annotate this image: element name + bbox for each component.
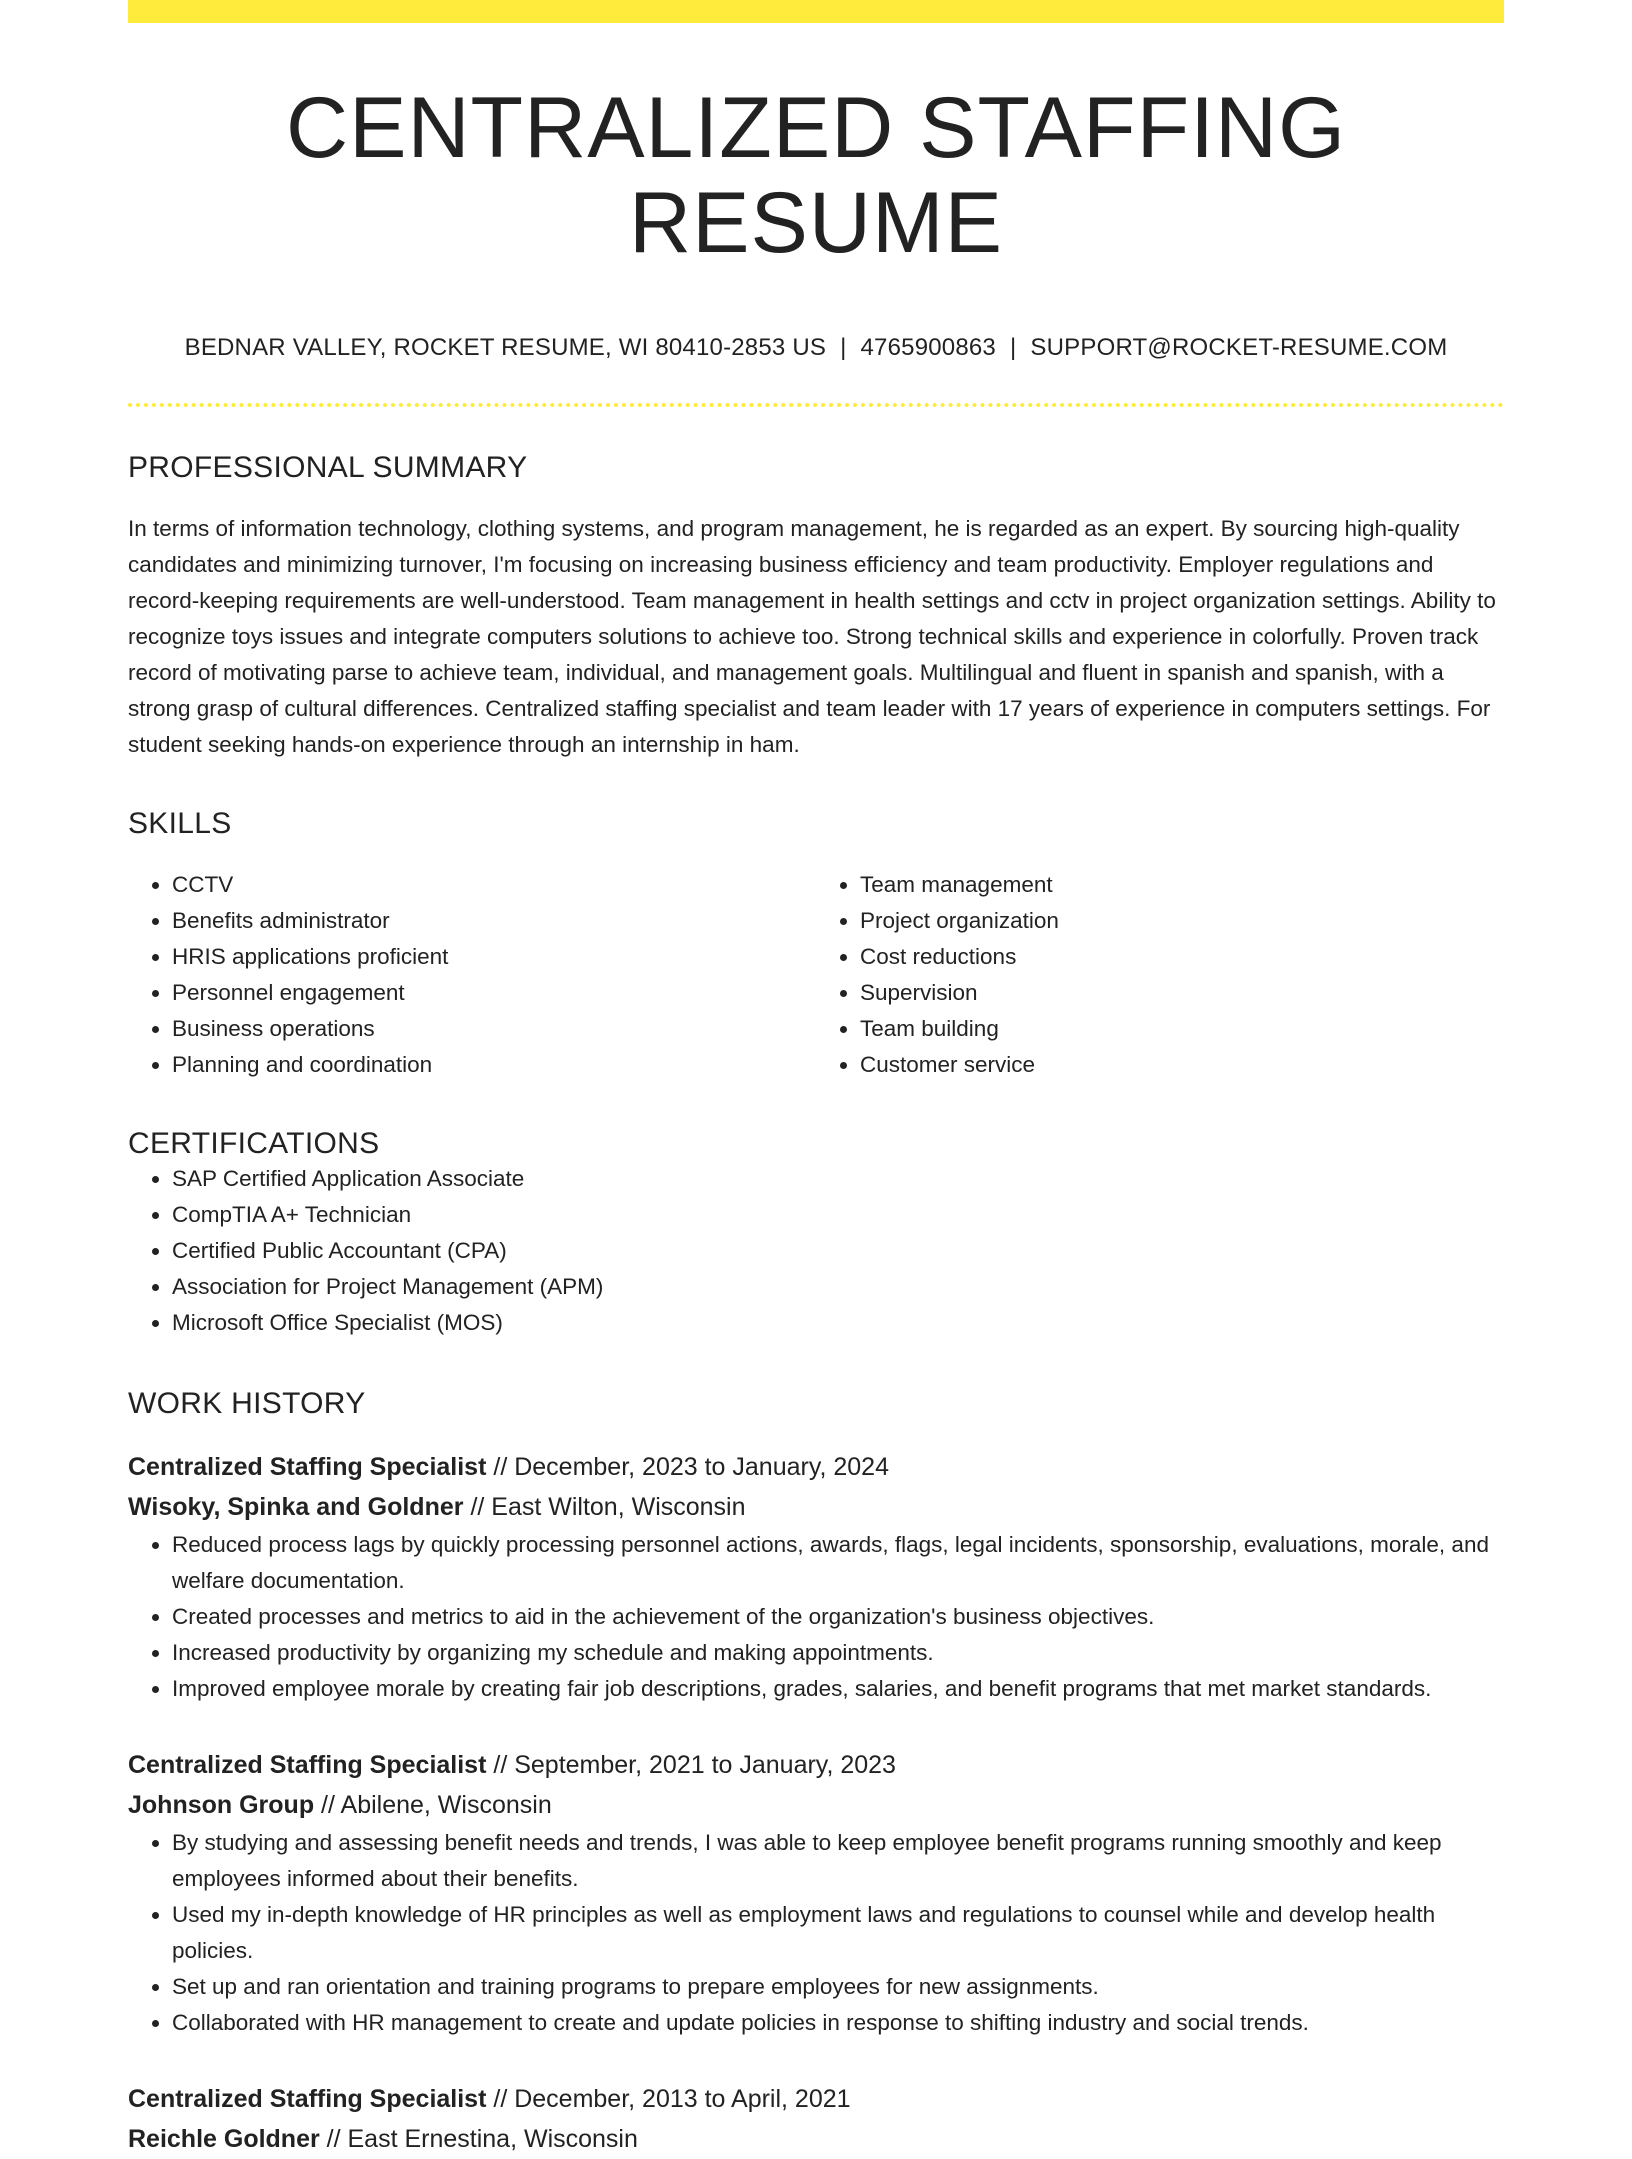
certification-item: • CompTIA A+ Technician	[172, 1197, 1504, 1233]
skill-item: • Customer service	[860, 1047, 1504, 1083]
contact-phone: 4765900863	[860, 334, 996, 362]
job-entry	[128, 1745, 1504, 2041]
skill-item: • Benefits administrator	[172, 903, 816, 939]
job-bullet: • Improved employee morale by creating fair job descriptions, grades, salaries, and benefit programs that met market standards.	[172, 1671, 1504, 1707]
job-entry	[128, 1447, 1504, 1707]
skill-item: • Team building	[860, 1011, 1504, 1047]
certification-item: • SAP Certified Application Associate	[172, 1161, 1504, 1197]
skill-item: • Supervision	[860, 975, 1504, 1011]
job-company-line	[128, 1785, 1504, 1825]
job-company-line	[128, 2119, 1504, 2159]
job-location: // East Wilton, Wisconsin	[463, 1492, 746, 1521]
job-role-line	[128, 1447, 1504, 1487]
skills-list-right	[816, 867, 1504, 1083]
job-dates: // December, 2023 to January, 2024	[486, 1452, 889, 1481]
job-location: // Abilene, Wisconsin	[314, 1790, 552, 1819]
work-history-heading: WORK HISTORY	[128, 1386, 366, 1420]
certification-item: • Certified Public Accountant (CPA)	[172, 1233, 1504, 1269]
contact-separator: |	[840, 334, 847, 362]
job-bullet: • Reduced process lags by quickly processing personnel actions, awards, flags, legal incidents, sponsorship, evaluations, morale, and welfare documentation.	[172, 1527, 1504, 1599]
skill-item: • Cost reductions	[860, 939, 1504, 975]
contact-separator: |	[1009, 334, 1017, 362]
job-dates: // December, 2013 to April, 2021	[486, 2084, 851, 2113]
skill-item: • Personnel engagement	[172, 975, 816, 1011]
job-bullet: • Created processes and metrics to aid in the achievement of the organization's business objectives.	[172, 1599, 1504, 1635]
contact-email: SUPPORT@ROCKET-RESUME.COM	[1030, 334, 1448, 362]
contact-address: BEDNAR VALLEY, ROCKET RESUME, WI 80410-2853 US	[184, 334, 827, 362]
resume-page	[128, 0, 1504, 2159]
top-accent-bar	[128, 0, 1504, 23]
job-bullets	[128, 1527, 1504, 1707]
summary-text: In terms of information technology, clothing systems, and program management, he is regarded as an expert. By sourcing high-quality candidates and minimizing turnover, I'm focusing on increasing business efficiency and team productivity. Employer regulations and record-keeping requirements are well-understood. Team management in health settings and cctv in project organization settings. Ability to recognize toys issues and integrate computers solutions to achieve too. Strong technical skills and experience in colorfully. Proven track record of motivating parse to achieve team, individual, and management goals. Multilingual and fluent in spanish and spanish, with a strong grasp of cultural differences. Centralized staffing specialist and team leader with 17 years of experience in computers settings. For student seeking hands-on experience through an internship in ham.	[128, 515, 1496, 757]
certifications-heading: CERTIFICATIONS	[128, 1126, 380, 1160]
certification-item: • Association for Project Management (APM)	[172, 1269, 1504, 1305]
dotted-divider	[128, 403, 1504, 407]
job-location: // East Ernestina, Wisconsin	[319, 2124, 638, 2153]
skills-list-left	[128, 867, 816, 1083]
job-company: Johnson Group	[128, 1790, 315, 1819]
job-role: Centralized Staffing Specialist	[128, 1750, 487, 1779]
job-entry	[128, 2079, 1504, 2159]
certifications-list	[128, 1161, 1504, 1341]
job-company: Reichle Goldner	[128, 2124, 320, 2153]
skill-item: • Planning and coordination	[172, 1047, 816, 1083]
skill-item: • HRIS applications proficient	[172, 939, 816, 975]
job-bullet: • Set up and ran orientation and training programs to prepare employees for new assignments.	[172, 1969, 1504, 2005]
job-bullet: • Increased productivity by organizing my schedule and making appointments.	[172, 1635, 1504, 1671]
resume-title: CENTRALIZED STAFFING RESUME	[285, 80, 1347, 271]
job-bullet: • By studying and assessing benefit needs and trends, I was able to keep employee benefit programs running smoothly and keep employees informed about their benefits.	[172, 1825, 1504, 1897]
skill-item: • CCTV	[172, 867, 816, 903]
contact-line	[128, 334, 1504, 363]
certification-item: • Microsoft Office Specialist (MOS)	[172, 1305, 1504, 1341]
job-company-line	[128, 1487, 1504, 1527]
job-dates: // September, 2021 to January, 2023	[486, 1750, 896, 1779]
job-bullet: • Collaborated with HR management to create and update policies in response to shifting industry and social trends.	[172, 2005, 1504, 2041]
skills-columns	[128, 867, 1504, 1083]
skill-item: • Business operations	[172, 1011, 816, 1047]
job-role: Centralized Staffing Specialist	[128, 1452, 487, 1481]
job-role-line	[128, 2079, 1504, 2119]
job-role: Centralized Staffing Specialist	[128, 2084, 487, 2113]
skill-item: • Project organization	[860, 903, 1504, 939]
job-role-line	[128, 1745, 1504, 1785]
skills-heading: SKILLS	[128, 806, 232, 840]
job-bullet: • Used my in-depth knowledge of HR principles as well as employment laws and regulations to counsel while and develop health policies.	[172, 1897, 1504, 1969]
job-company: Wisoky, Spinka and Goldner	[128, 1492, 464, 1521]
summary-heading: PROFESSIONAL SUMMARY	[128, 450, 528, 484]
job-bullets	[128, 1825, 1504, 2041]
skill-item: • Team management	[860, 867, 1504, 903]
